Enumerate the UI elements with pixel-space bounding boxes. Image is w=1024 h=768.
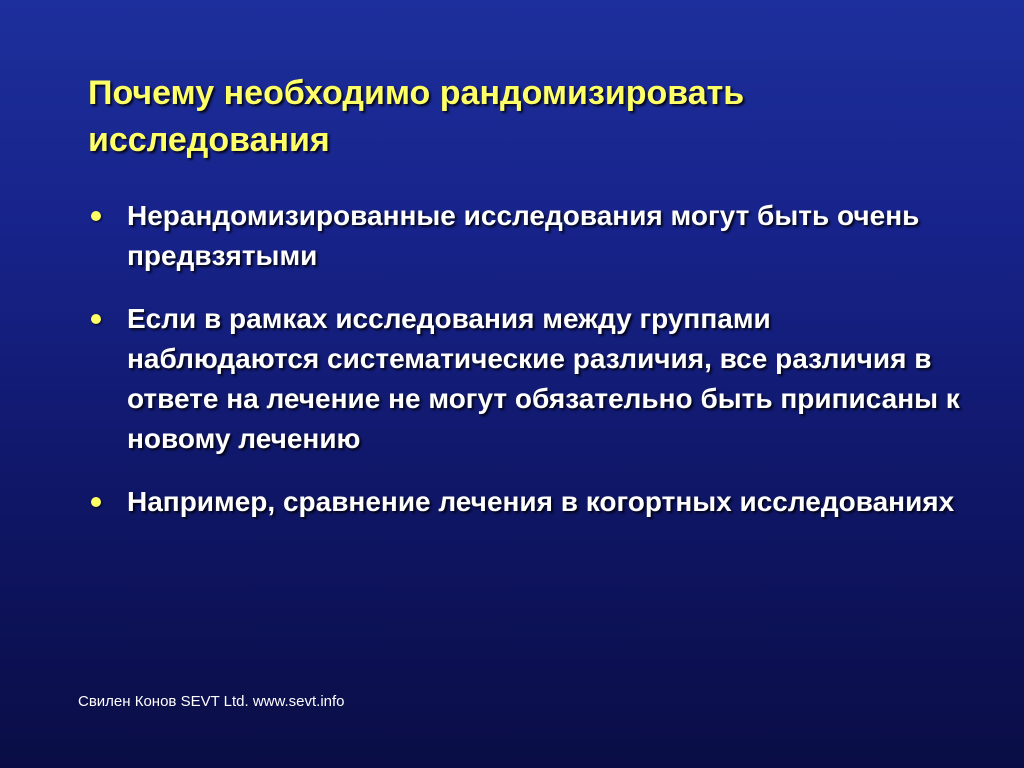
bullet-dot-icon	[91, 314, 101, 324]
bullet-dot-icon	[91, 211, 101, 221]
bullet-text: Нерандомизированные исследования могут быть очень предвзятыми	[127, 200, 920, 271]
bullet-text: Если в рамках исследования между группами наблюдаются систематические различия, все различия в ответе на лечение не могут обязательно быть приписаны к новому лечению	[127, 303, 960, 454]
bullet-dot-icon	[91, 497, 101, 507]
bullet-item	[88, 299, 968, 459]
bullet-item	[88, 482, 968, 522]
bullet-item	[88, 196, 968, 276]
slide-title: Почему необходимо рандомизировать исследования	[88, 74, 745, 159]
footer-credit: Свилен Конов SEVT Ltd. www.sevt.info	[78, 693, 345, 710]
bullet-text: Например, сравнение лечения в когортных исследованиях	[127, 486, 955, 517]
bullet-list	[88, 196, 968, 522]
